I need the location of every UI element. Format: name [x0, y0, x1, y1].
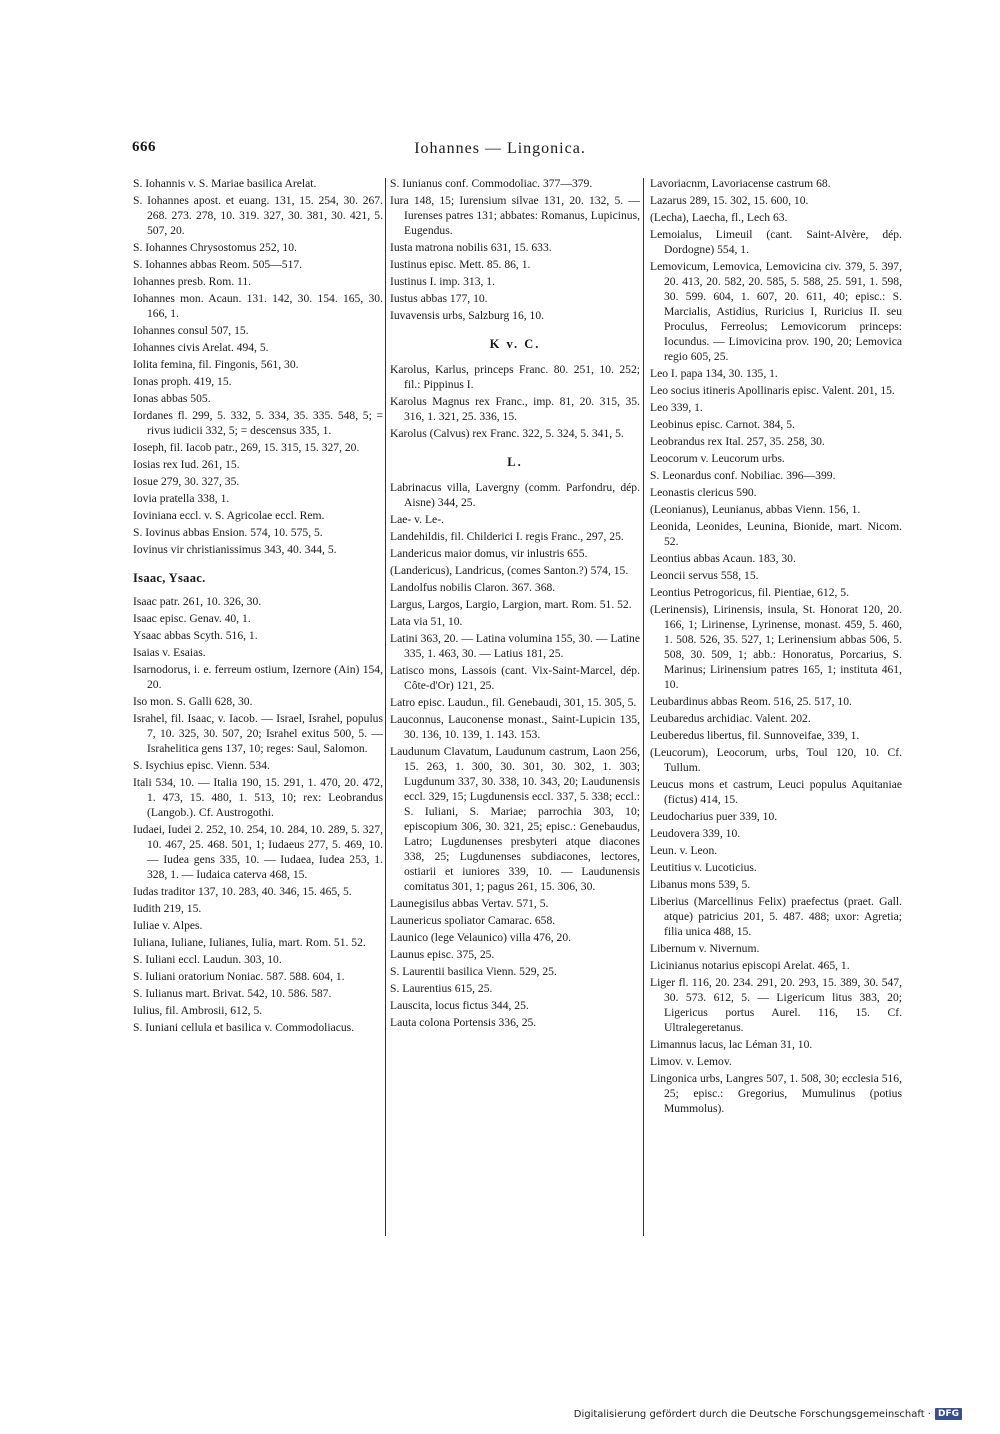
index-entry: S. Laurentius 615, 25. [390, 982, 493, 995]
index-entry: Largus, Largos, Largio, Largion, mart. Rom. 51. 52. [390, 598, 632, 611]
index-entry: Lata via 51, 10. [390, 615, 463, 628]
index-entry: S. Iohannes abbas Reom. 505—517. [133, 258, 303, 271]
index-entry: Leubaredus archidiac. Valent. 202. [650, 712, 811, 725]
running-title: Iohannes — Lingonica. [414, 140, 586, 157]
index-entry: Karolus, Karlus, princeps Franc. 80. 251, 10. 252; fil.: Pippinus I. [390, 363, 640, 391]
index-entry: Israhel, fil. Isaac, v. Iacob. — Israel, Israhel, populus 7, 10. 325, 30. 507, 20; Israhel exitus 500, 5. — Israhelitica gens 137, 10; reges: Saul, Salomon. [133, 712, 383, 755]
index-entry: Isarnodorus, i. e. ferreum ostium, Izernore (Ain) 154, 20. [133, 663, 383, 691]
index-entry: S. Iohannes Chrysostomus 252, 10. [133, 241, 297, 254]
index-entry: Landolfus nobilis Claron. 367. 368. [390, 581, 556, 594]
section-heading: Isaac, Ysaac. [133, 571, 206, 585]
index-entry: Ysaac abbas Scyth. 516, 1. [133, 629, 258, 642]
index-entry: Leoncii servus 558, 15. [650, 569, 759, 582]
index-entry: Launico (lege Velaunico) villa 476, 20. [390, 931, 572, 944]
index-entry: Lae- v. Le-. [390, 513, 444, 526]
index-entry: Iusta matrona nobilis 631, 15. 633. [390, 241, 552, 254]
index-entry: Limov. v. Lemov. [650, 1055, 732, 1068]
index-entry: Launegisilus abbas Vertav. 571, 5. [390, 897, 549, 910]
index-entry: Ionas proph. 419, 15. [133, 375, 232, 388]
column-divider [385, 178, 386, 1236]
index-entry: Leonida, Leonides, Leunina, Bionide, mart. Nicom. 52. [650, 520, 902, 548]
page-number: 666 [132, 139, 156, 155]
index-entry: Leudovera 339, 10. [650, 827, 741, 840]
index-entry: S. Iuliani oratorium Noniac. 587. 588. 604, 1. [133, 970, 345, 983]
index-entry: Leucus mons et castrum, Leuci populus Aquitaniae (fictus) 414, 15. [650, 778, 902, 806]
index-entry: Libernum v. Nivernum. [650, 942, 760, 955]
index-entry: Karolus Magnus rex Franc., imp. 81, 20. 315, 35. 316, 1. 321, 25. 336, 15. [390, 395, 640, 423]
index-column-3 [650, 176, 902, 1118]
index-entry: S. Laurentii basilica Vienn. 529, 25. [390, 965, 557, 978]
index-entry: Labrinacus villa, Lavergny (comm. Parfondru, dép. Aisne) 344, 25. [390, 481, 640, 509]
index-entry: Iovia pratella 338, 1. [133, 492, 230, 505]
index-entry: S. Iohannes apost. et euang. 131, 15. 254, 30. 267. 268. 273. 278, 10. 319. 327, 30. 381, 30. 421, 5. 507, 20. [133, 194, 383, 237]
index-entry: Ioviniana eccl. v. S. Agricolae eccl. Rem. [133, 509, 325, 522]
index-entry: Lauscita, locus fictus 344, 25. [390, 999, 529, 1012]
index-entry: Latini 363, 20. — Latina volumina 155, 30. — Latine 335, 1. 463, 30. — Latius 181, 25. [390, 632, 640, 660]
index-entry: Iulius, fil. Ambrosii, 612, 5. [133, 1004, 263, 1017]
index-entry: Iohannes presb. Rom. 11. [133, 275, 252, 288]
index-entry: Leobrandus rex Ital. 257, 35. 258, 30. [650, 435, 825, 448]
index-column-2 [390, 176, 640, 1032]
column-divider [643, 178, 644, 1236]
index-entry: Iso mon. S. Galli 628, 30. [133, 695, 253, 708]
index-entry: Leutitius v. Lucoticius. [650, 861, 757, 874]
index-entry: Karolus (Calvus) rex Franc. 322, 5. 324, 5. 341, 5. [390, 427, 624, 440]
index-entry: Iuliae v. Alpes. [133, 919, 203, 932]
dfg-logo: DFG [935, 1408, 962, 1420]
index-entry: Isaac patr. 261, 10. 326, 30. [133, 595, 262, 608]
index-entry: S. Iuliani eccl. Laudun. 303, 10. [133, 953, 282, 966]
index-entry: Liberius (Marcellinus Felix) praefectus (praet. Gall. atque) patricius 201, 5. 487. 488; uxor: Agretia; filia unica 488, 15. [650, 895, 902, 938]
index-entry: Leun. v. Leon. [650, 844, 718, 857]
index-entry: Latro episc. Laudun., fil. Genebaudi, 301, 15. 305, 5. [390, 696, 637, 709]
index-entry: (Landericus), Landricus, (comes Santon.?) 574, 15. [390, 564, 629, 577]
index-entry: Itali 534, 10. — Italia 190, 15. 291, 1. 470, 20. 472, 1. 473, 15. 480, 1. 513, 10; rex: Leobrandus (Langob.). Cf. Austrogothi. [133, 776, 383, 819]
index-entry: Licinianus notarius episcopi Arelat. 465, 1. [650, 959, 850, 972]
index-entry: Iudith 219, 15. [133, 902, 202, 915]
index-entry: Lauconnus, Lauconense monast., Saint-Lupicin 135, 30. 136, 10. 139, 1. 143. 153. [390, 713, 640, 741]
index-entry: Landericus maior domus, vir inlustris 655. [390, 547, 588, 560]
index-entry: Ionas abbas 505. [133, 392, 211, 405]
index-entry: Iura 148, 15; Iurensium silvae 131, 20. 132, 5. — Iurenses patres 131; abbates: Romanus, Lupicinus, Eugendus. [390, 194, 640, 237]
index-column-1 [133, 176, 383, 1037]
index-entry: (Leucorum), Leocorum, urbs, Toul 120, 10. Cf. Tullum. [650, 746, 902, 774]
index-entry: Lauta colona Portensis 336, 25. [390, 1016, 537, 1029]
index-entry: Iohannes civis Arelat. 494, 5. [133, 341, 269, 354]
footer-text: Digitalisierung gefördert durch die Deutsche Forschungsgemeinschaft · [573, 1408, 931, 1420]
index-entry: S. Iohannis v. S. Mariae basilica Arelat. [133, 177, 317, 190]
index-entry: Lavoriacnm, Lavoriacense castrum 68. [650, 177, 831, 190]
index-entry: Iudaei, Iudei 2. 252, 10. 254, 10. 284, 10. 289, 5. 327, 10. 467, 25. 468. 501, 1; Iudaeus 277, 5. 469, 10. — Iudea gens 335, 10. — Iudaea, Iudea 253, 1. 328, 1. — Iudaica caterva 468, 15. [133, 823, 383, 881]
index-entry: Leontius abbas Acaun. 183, 30. [650, 552, 796, 565]
index-entry: Laudunum Clavatum, Laudunum castrum, Laon 256, 15. 263, 1. 300, 30. 301, 30. 302, 1. 303; Lugdunum 337, 30. 338, 10. 343, 20; Laudunensis eccl. 329, 15; Lugdunensis eccl. 337, 5. 338; eccl.: S. Iuliani, S. Mariae; parrochia 303, 10; episcopium 306, 30. 321, 25; episc.: Genebaudus, Latro; Lugdunenses presbyteri atque diacones 338, 25; Lugdunenses subdiacones, lectores, ostiarii et iuniores 339, 10. — Laudunensis comitatus 301, 1; pagus 261, 15. 306, 30. [390, 745, 640, 893]
index-entry: Landehildis, fil. Childerici I. regis Franc., 297, 25. [390, 530, 624, 543]
index-entry: Leo socius itineris Apollinaris episc. Valent. 201, 15. [650, 384, 895, 397]
index-entry: Lazarus 289, 15. 302, 15. 600, 10. [650, 194, 809, 207]
index-entry: Liger fl. 116, 20. 234. 291, 20. 293, 15. 389, 30. 547, 30. 573. 612, 5. — Ligericum litus 383, 20; Ligericus portus Aurel. 116, 15. Cf. Ultralegeretanus. [650, 976, 902, 1034]
index-entry: Iuliana, Iuliane, Iulianes, Iulia, mart. Rom. 51. 52. [133, 936, 366, 949]
index-entry: Iudas traditor 137, 10. 283, 40. 346, 15. 465, 5. [133, 885, 352, 898]
index-entry: Iustinus I. imp. 313, 1. [390, 275, 495, 288]
index-entry: Leobinus episc. Carnot. 384, 5. [650, 418, 795, 431]
index-entry: Iuvavensis urbs, Salzburg 16, 10. [390, 309, 545, 322]
index-entry: Isaias v. Esaias. [133, 646, 206, 659]
index-entry: Launericus spoliator Camarac. 658. [390, 914, 556, 927]
index-entry: S. Leonardus conf. Nobiliac. 396—399. [650, 469, 836, 482]
index-entry: Leontius Petrogoricus, fil. Pientiae, 612, 5. [650, 586, 849, 599]
index-entry: Launus episc. 375, 25. [390, 948, 495, 961]
index-entry: Leo 339, 1. [650, 401, 703, 414]
footer [574, 1408, 962, 1420]
index-entry: Lemovicum, Lemovica, Lemovicina civ. 379, 5. 397, 20. 413, 20. 582, 20. 585, 5. 588, 25. 591, 1. 598, 30. 599. 604, 1. 607, 20. 611, 40; episc.: S. Marcialis, Astidius, Ruricius I, Ruricius II. seu Proculus, Ferreolus; Lemovicorum princeps: Iocundus. — Limovicina prov. 190, 20; Lemovica regio 605, 25. [650, 260, 902, 363]
index-entry: S. Iovinus abbas Ension. 574, 10. 575, 5. [133, 526, 323, 539]
index-entry: Latisco mons, Lassois (cant. Vix-Saint-Marcel, dép. Côte-d'Or) 121, 25. [390, 664, 640, 692]
index-entry: Iosias rex Iud. 261, 15. [133, 458, 240, 471]
index-entry: Isaac episc. Genav. 40, 1. [133, 612, 251, 625]
index-entry: Leubardinus abbas Reom. 516, 25. 517, 10. [650, 695, 852, 708]
index-entry: Iohannes mon. Acaun. 131. 142, 30. 154. 165, 30. 166, 1. [133, 292, 383, 320]
section-heading: K v. C. [489, 337, 541, 351]
index-entry: Iolita femina, fil. Fingonis, 561, 30. [133, 358, 299, 371]
index-entry: (Leonianus), Leunianus, abbas Vienn. 156, 1. [650, 503, 861, 516]
index-entry: Leocorum v. Leucorum urbs. [650, 452, 785, 465]
index-entry: Iordanes fl. 299, 5. 332, 5. 334, 35. 335. 548, 5; = rivus iudicii 332, 5; = descensus 335, 1. [133, 409, 383, 437]
index-entry: Leuberedus libertus, fil. Sunnoveifae, 339, 1. [650, 729, 860, 742]
index-entry: Limannus lacus, lac Léman 31, 10. [650, 1038, 813, 1051]
index-entry: S. Iuniani cellula et basilica v. Commodoliacus. [133, 1021, 355, 1034]
index-entry: Leudocharius puer 339, 10. [650, 810, 778, 823]
index-entry: Iosue 279, 30. 327, 35. [133, 475, 240, 488]
index-entry: (Lecha), Laecha, fl., Lech 63. [650, 211, 788, 224]
index-entry: Lingonica urbs, Langres 507, 1. 508, 30; ecclesia 516, 25; episc.: Gregorius, Mumulinus (potius Mummolus). [650, 1072, 902, 1115]
index-entry: Leo I. papa 134, 30. 135, 1. [650, 367, 778, 380]
index-entry: Ioseph, fil. Iacob patr., 269, 15. 315, 15. 327, 20. [133, 441, 360, 454]
index-entry: Leonastis clericus 590. [650, 486, 757, 499]
index-entry: Lemoialus, Limeuil (cant. Saint-Alvère, dép. Dordogne) 554, 1. [650, 228, 902, 256]
index-entry: Iovinus vir christianissimus 343, 40. 344, 5. [133, 543, 337, 556]
index-entry: S. Iunianus conf. Commodoliac. 377—379. [390, 177, 593, 190]
index-entry: Iohannes consul 507, 15. [133, 324, 249, 337]
index-entry: (Lerinensis), Lirinensis, insula, St. Honorat 120, 20. 166, 1; Lirinense, Lyrinense, monast. 459, 5. 460, 1. 508. 526, 35. 527, 1; Lerinensium abbas 506, 5. 508, 30. 509, 1; abb.: Honoratus, Porcarius, S. Marinus; Lirinensium patres 165, 1; instituta 461, 10. [650, 603, 902, 691]
index-entry: S. Iulianus mart. Brivat. 542, 10. 586. 587. [133, 987, 332, 1000]
index-entry: Iustus abbas 177, 10. [390, 292, 488, 305]
section-heading: L. [507, 455, 523, 469]
index-entry: Libanus mons 539, 5. [650, 878, 751, 891]
index-entry: S. Isychius episc. Vienn. 534. [133, 759, 270, 772]
index-entry: Iustinus episc. Mett. 85. 86, 1. [390, 258, 531, 271]
